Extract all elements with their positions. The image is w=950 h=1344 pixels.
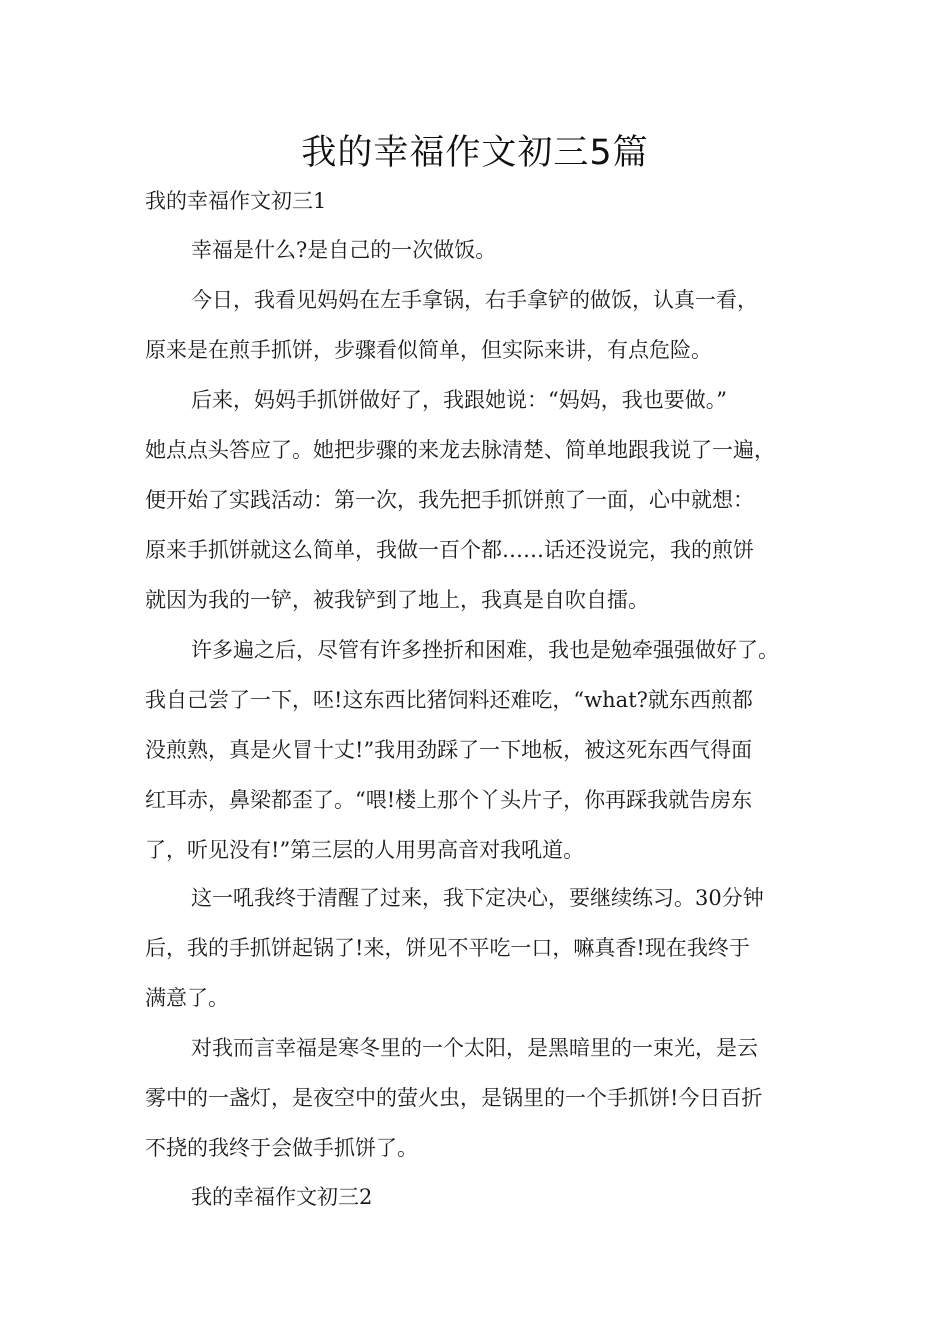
paragraph-2 (145, 275, 825, 375)
paragraph-4 (145, 625, 825, 875)
paragraph-5 (145, 873, 825, 1023)
paragraph-line: 便开始了实践活动：第一次，我先把手抓饼煎了一面，心中就想： (145, 488, 754, 512)
paragraph-line: 原来手抓饼就这么简单，我做一百个都……话还没说完，我的煎饼 (145, 538, 754, 562)
section-heading-2: 我的幸福作文初三2 (191, 1185, 373, 1209)
paragraph-line: 这一吼我终于清醒了过来，我下定决心，要继续练习。30分钟 (191, 886, 764, 910)
paragraph-line: 原来是在煎手抓饼，步骤看似简单，但实际来讲，有点危险。 (145, 338, 712, 362)
paragraph-line: 我自己尝了一下，呸!这东西比猪饲料还难吃，“what?就东西煎都 (145, 688, 753, 712)
paragraph-1 (145, 225, 825, 275)
paragraph-line: 幸福是什么?是自己的一次做饭。 (191, 238, 497, 262)
section-heading-1: 我的幸福作文初三1 (145, 189, 327, 213)
paragraph-line: 今日，我看见妈妈在左手拿锅，右手拿铲的做饭，认真一看， (191, 288, 758, 312)
paragraph-line: 雾中的一盏灯，是夜空中的萤火虫，是锅里的一个手抓饼!今日百折 (145, 1086, 763, 1110)
paragraph-line: 后来，妈妈手抓饼做好了，我跟她说：“妈妈，我也要做。” (191, 388, 727, 412)
paragraph-line: 她点点头答应了。她把步骤的来龙去脉清楚、简单地跟我说了一遍， (145, 438, 775, 462)
paragraph-line: 就因为我的一铲，被我铲到了地上，我真是自吹自擂。 (145, 588, 649, 612)
paragraph-line: 红耳赤，鼻梁都歪了。“喂!楼上那个丫头片子，你再踩我就告房东 (145, 788, 753, 812)
paragraph-line: 对我而言幸福是寒冬里的一个太阳，是黑暗里的一束光，是云 (191, 1036, 758, 1060)
paragraph-6 (145, 1023, 825, 1173)
paragraph-line: 不挠的我终于会做手抓饼了。 (145, 1136, 418, 1160)
document-title: 我的幸福作文初三5篇 (301, 133, 649, 173)
paragraph-line: 了，听见没有!”第三层的人用男高音对我吼道。 (145, 838, 585, 862)
paragraph-line: 满意了。 (145, 986, 229, 1010)
paragraph-3 (145, 375, 825, 625)
paragraph-line: 没煎熟，真是火冒十丈!”我用劲踩了一下地板，被这死东西气得面 (145, 738, 753, 762)
paragraph-line: 许多遍之后，尽管有许多挫折和困难，我也是勉牵强强做好了。 (191, 638, 779, 662)
paragraph-line: 后，我的手抓饼起锅了!来，饼见不平吃一口，嘛真香!现在我终于 (145, 936, 750, 960)
